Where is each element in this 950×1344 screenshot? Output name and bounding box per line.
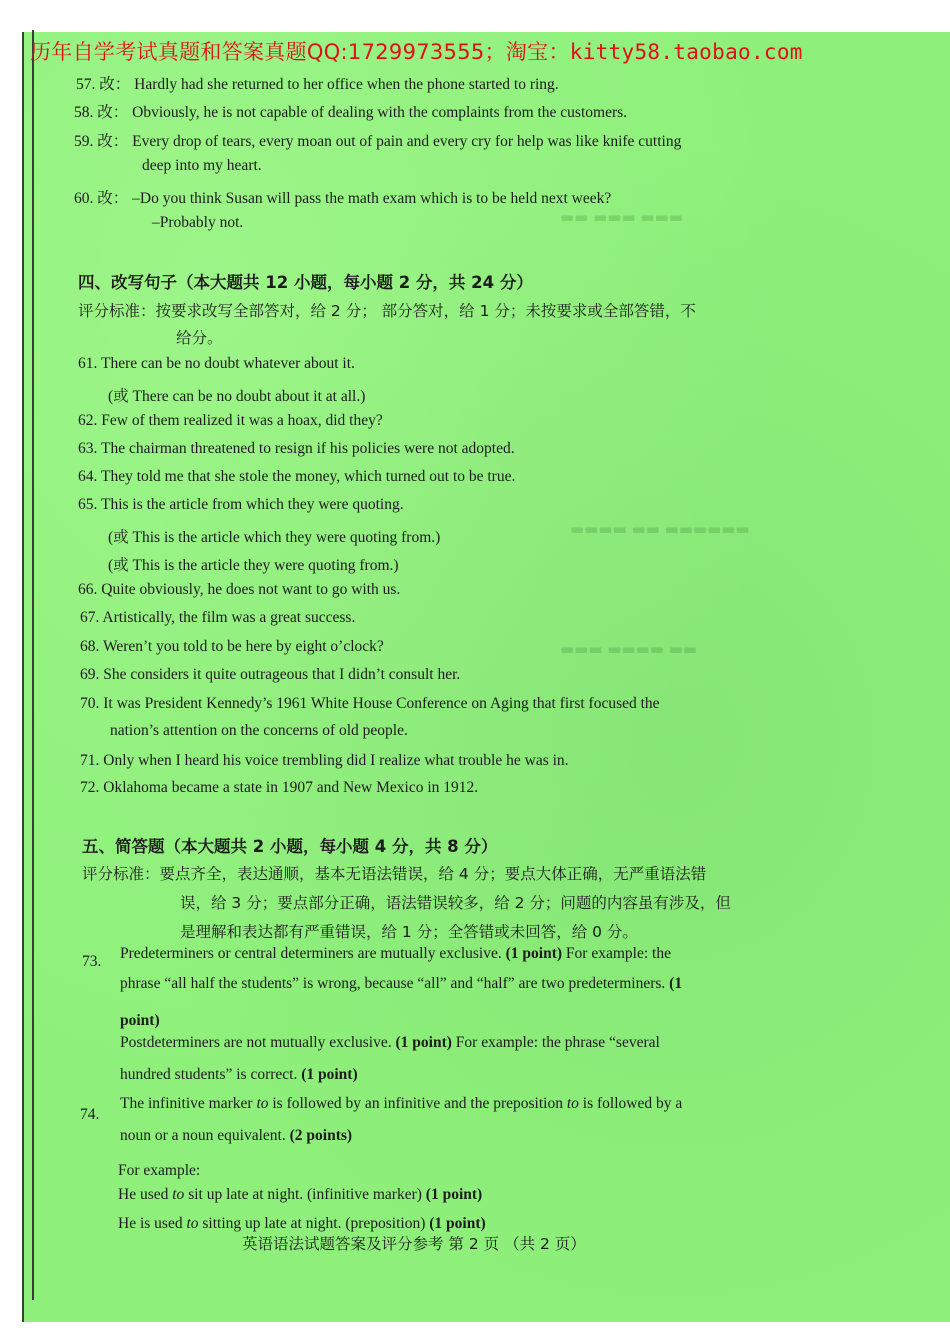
answer-text: sitting up late at night. (preposition) (202, 1215, 426, 1232)
bleed-through-decoration: ▬▬▬▬ ▬▬ ▬▬▬▬▬▬ (570, 520, 750, 538)
answer-67: 67. Artistically, the film was a great success. (80, 609, 356, 626)
item-number: 60. (74, 190, 94, 207)
section-5-criteria-cont2: 是理解和表达都有严重错误，给 1 分；全答错或未回答，给 0 分。 (180, 923, 638, 941)
answer-text: noun or a noun equivalent. (120, 1127, 286, 1144)
answer-74-line3: For example: (118, 1162, 201, 1179)
answer-74-line2 (120, 1127, 352, 1145)
item-59-continuation: deep into my heart. (142, 157, 262, 174)
answer-text: He used (118, 1186, 169, 1203)
answer-62: 62. Few of them realized it was a hoax, did they? (78, 412, 383, 429)
answer-text: Postdeterminers are not mutually exclusive. (120, 1034, 392, 1051)
answer-text: phrase “all half the students” is wrong, because “all” and “half” are two predeterminers. (120, 975, 666, 992)
section-4-criteria-cont: 给分。 (176, 329, 223, 347)
answer-72: 72. Oklahoma became a state in 1907 and New Mexico in 1912. (80, 779, 479, 796)
item-number: 58. (74, 104, 94, 121)
answer-74-line1 (120, 1095, 682, 1113)
section-5-criteria-cont1: 误，给 3 分；要点部分正确，语法错误较多，给 2 分；问题的内容虽有涉及，但 (180, 894, 731, 912)
point-marker: (1 point) (505, 945, 563, 962)
item-text: –Do you think Susan will pass the math exam which is to be held next week? (132, 190, 612, 207)
answer-74-line5 (118, 1215, 486, 1233)
point-marker: (1 (669, 975, 683, 992)
item-mark: 改： (97, 103, 129, 121)
item-60 (74, 186, 611, 208)
point-marker: (1 point) (425, 1186, 483, 1203)
answer-68: 68. Weren’t you told to be here by eight o’clock? (80, 638, 384, 655)
section-4-title: 四、改写句子（本大题共 12 小题，每小题 2 分，共 24 分） (78, 273, 533, 292)
answer-text-italic: to (256, 1095, 269, 1112)
header-banner (30, 36, 940, 66)
point-marker: (1 point) (301, 1066, 358, 1083)
answer-70: 70. It was President Kennedy’s 1961 White House Conference on Aging that first focused the (80, 695, 660, 712)
item-57 (76, 72, 559, 94)
item-number: 57. (76, 76, 96, 93)
answer-65-alt2: (或 This is the article they were quoting from.) (108, 557, 399, 574)
item-mark: 改： (97, 132, 129, 150)
bleed-through-decoration: ▬▬ ▬▬▬ ▬▬▬ (560, 208, 683, 226)
answer-text-italic: to (186, 1215, 199, 1232)
left-margin-rule (32, 30, 34, 1300)
answer-70-cont: nation’s attention on the concerns of old people. (110, 722, 408, 739)
answer-text: For example: the (565, 945, 671, 962)
answer-text-italic: to (172, 1186, 185, 1203)
answer-text: He is used (118, 1215, 183, 1232)
answer-text-italic: to (566, 1095, 579, 1112)
point-marker: (1 point) (395, 1034, 452, 1051)
answer-text: hundred students” is correct. (120, 1066, 298, 1083)
item-58 (74, 100, 627, 122)
bleed-through-decoration: ▬▬▬ ▬▬▬▬ ▬▬ (560, 640, 698, 658)
answer-73-line1 (120, 945, 671, 963)
answer-73-line5 (120, 1066, 358, 1084)
answer-text: Predeterminers or central determiners are mutually exclusive. (120, 945, 502, 962)
answer-65: 65. This is the article from which they were quoting. (78, 496, 404, 513)
answer-text: is followed by an infinitive and the preposition (272, 1095, 563, 1112)
item-number: 59. (74, 133, 94, 150)
answer-73-line4 (120, 1034, 660, 1052)
answer-73-number: 73. (82, 953, 102, 970)
answer-74-line4 (118, 1186, 482, 1204)
answer-66: 66. Quite obviously, he does not want to go with us. (78, 581, 401, 598)
answer-64: 64. They told me that she stole the money, which turned out to be true. (78, 468, 516, 485)
answer-65-alt1: (或 This is the article which they were quoting from.) (108, 529, 441, 546)
answer-text: sit up late at night. (infinitive marker) (188, 1186, 422, 1203)
answer-61: 61. There can be no doubt whatever about it. (78, 355, 355, 372)
answer-71: 71. Only when I heard his voice trembling did I realize what trouble he was in. (80, 752, 569, 769)
point-marker: (1 point) (429, 1215, 486, 1232)
item-59 (74, 129, 681, 151)
section-5-title: 五、简答题（本大题共 2 小题，每小题 4 分，共 8 分） (82, 837, 498, 856)
answer-69: 69. She considers it quite outrageous that I didn’t consult her. (80, 666, 461, 683)
header-url: kitty58.taobao.com (569, 40, 803, 64)
item-mark: 改： (99, 75, 131, 93)
answer-74-number: 74. (80, 1106, 100, 1123)
item-text: Hardly had she returned to her office when the phone started to ring. (134, 76, 559, 93)
answer-text: For example: the phrase “several (455, 1034, 660, 1051)
item-mark: 改： (97, 189, 129, 207)
answer-61-alt: (或 There can be no doubt about it at all.) (108, 388, 366, 405)
answer-73-line2 (120, 975, 682, 993)
item-text: Every drop of tears, every moan out of pain and every cry for help was like knife cutting (132, 133, 682, 150)
page-footer: 英语语法试题答案及评分参考 第 2 页 （共 2 页） (242, 1235, 586, 1253)
answer-63: 63. The chairman threatened to resign if his policies were not adopted. (78, 440, 515, 457)
section-4-criteria: 评分标准：按要求改写全部答对，给 2 分； 部分答对，给 1 分；未按要求或全部答错，不 (78, 302, 696, 320)
item-text: Obviously, he is not capable of dealing with the complaints from the customers. (132, 104, 628, 121)
point-marker: (2 points) (289, 1127, 353, 1144)
answer-text: The infinitive marker (120, 1095, 253, 1112)
header-text: 历年自学考试真题和答案真题QQ:1729973555；淘宝： (30, 40, 570, 64)
item-60-continuation: –Probably not. (152, 214, 244, 231)
answer-73-line3: point) (120, 1012, 160, 1029)
answer-text: is followed by a (582, 1095, 683, 1112)
section-5-criteria: 评分标准：要点齐全，表达通顺，基本无语法错误，给 4 分；要点大体正确，无严重语法错 (82, 865, 707, 883)
